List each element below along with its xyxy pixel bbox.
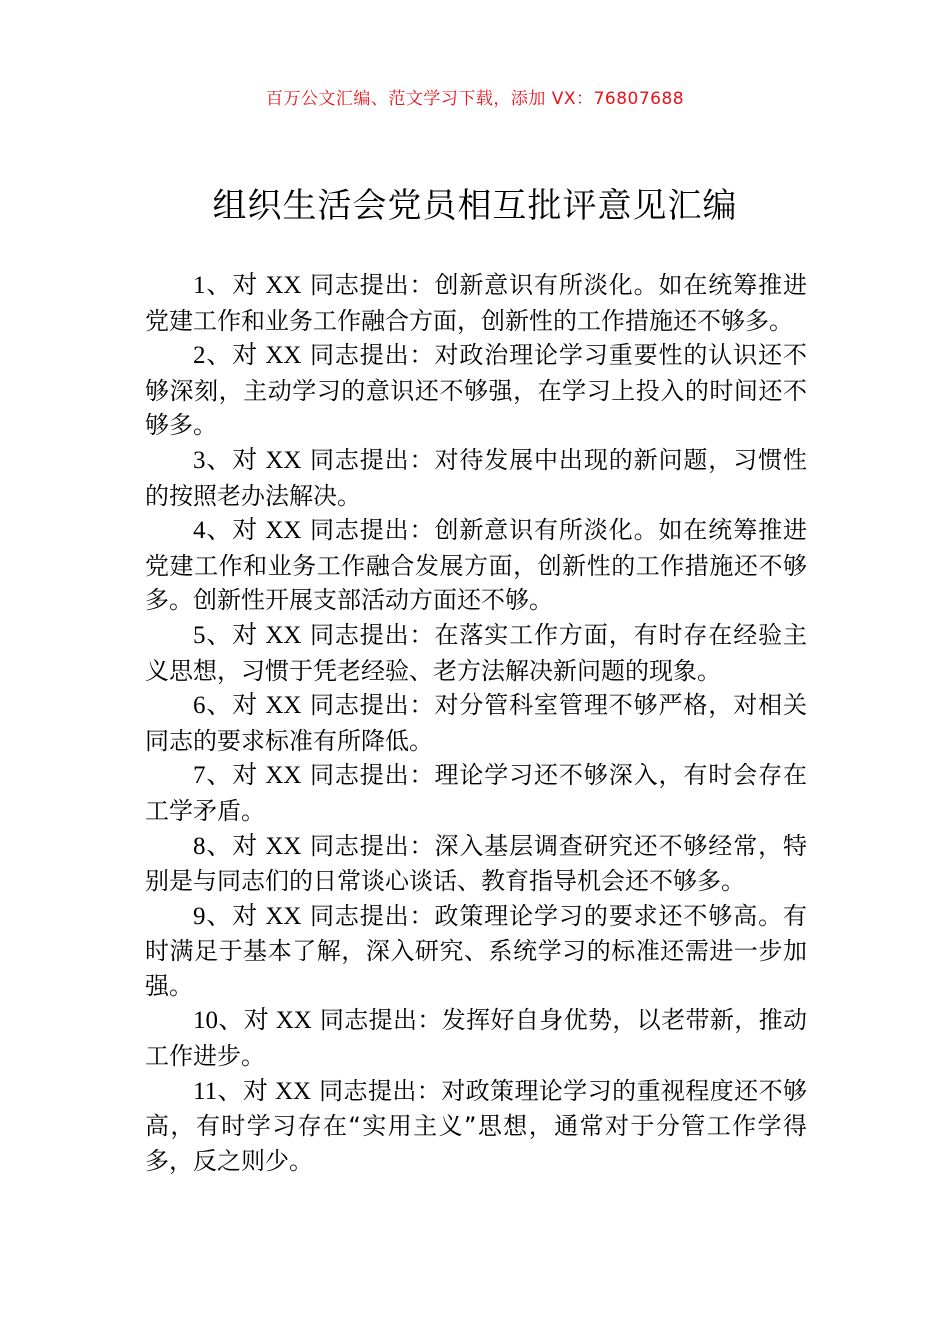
item-number: 10、对 XX	[193, 1007, 312, 1035]
item-text: 同志提出：创新意识有所淡化。如在统筹推进党建工作和业务工作融合方面，创新性的工作措施还不够多。	[145, 271, 807, 335]
list-item	[145, 829, 807, 899]
item-text: 同志提出：深入基层调查研究还不够经常，特别是与同志们的日常谈心谈话、教育指导机会还不够多。	[145, 831, 807, 896]
item-number: 3、对 XX	[193, 446, 302, 474]
list-item	[145, 1003, 807, 1073]
item-text: 同志提出：政策理论学习的要求还不够高。有时满足于基本了解，深入研究、系统学习的标准还需进一步加强。	[145, 901, 807, 1000]
item-number: 8、对 XX	[193, 832, 302, 860]
item-text: 同志提出：对待发展中出现的新问题，习惯性的按照老办法解决。	[145, 445, 807, 510]
item-text: 同志提出：创新意识有所淡化。如在统筹推进党建工作和业务工作融合发展方面，创新性的工作措施还不够多。创新性开展支部活动方面还不够。	[145, 516, 807, 615]
item-number: 4、对 XX	[193, 517, 302, 545]
item-text: 同志提出：理论学习还不够深入，有时会存在工学矛盾。	[145, 761, 807, 825]
list-item	[145, 513, 807, 618]
item-text: 同志提出：对政策理论学习的重视程度还不够高，有时学习存在“实用主义”思想，通常对于分管工作学得多，反之则少。	[145, 1076, 807, 1175]
item-text: 同志提出：对分管科室管理不够严格，对相关同志的要求标准有所降低。	[145, 691, 807, 755]
document-body	[145, 268, 807, 1178]
list-item	[145, 618, 807, 688]
item-number: 5、对 XX	[193, 621, 302, 649]
list-item	[145, 1074, 807, 1179]
page-title: 组织生活会党员相互批评意见汇编	[212, 186, 738, 226]
item-number: 6、对 XX	[193, 692, 302, 720]
item-text: 同志提出：对政治理论学习重要性的认识还不够深刻，主动学习的意识还不够强，在学习上投入的时间还不够多。	[145, 341, 807, 440]
list-item	[145, 268, 807, 338]
promo-banner: 百万公文汇编、范文学习下载，添加 VX：76807688	[265, 89, 685, 109]
list-item	[145, 688, 807, 758]
item-text: 同志提出：在落实工作方面，有时存在经验主义思想，习惯于凭老经验、老方法解决新问题的现象。	[145, 620, 807, 685]
list-item	[145, 443, 807, 513]
item-text: 同志提出：发挥好自身优势，以老带新，推动工作进步。	[145, 1006, 807, 1071]
item-number: 7、对 XX	[193, 762, 302, 790]
item-number: 9、对 XX	[193, 902, 302, 930]
item-number: 11、对 XX	[193, 1077, 312, 1105]
item-number: 2、对 XX	[193, 342, 302, 370]
item-number: 1、对 XX	[193, 272, 302, 299]
list-item	[145, 899, 807, 1004]
list-item	[145, 338, 807, 443]
list-item	[145, 758, 807, 828]
